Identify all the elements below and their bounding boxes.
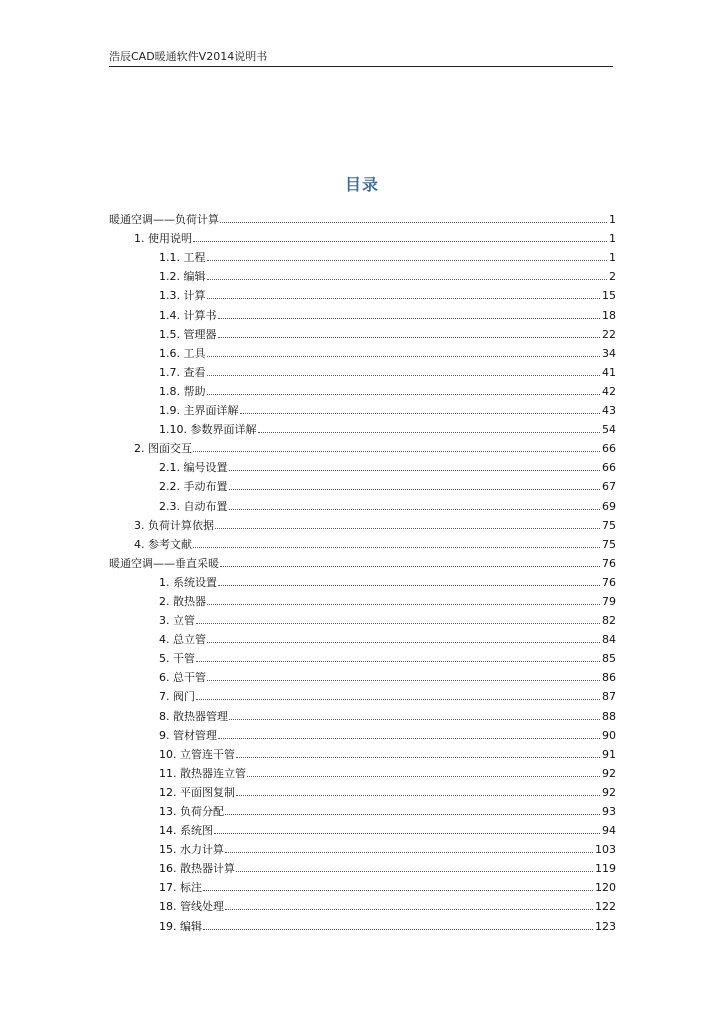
toc-entry-page: 69: [602, 499, 616, 513]
toc-entry-title: 暖通空调——负荷计算: [109, 213, 219, 227]
toc-entry[interactable]: [109, 322, 616, 341]
toc-entry[interactable]: [109, 742, 616, 761]
toc-entry[interactable]: [109, 913, 616, 932]
toc-entry[interactable]: [109, 513, 616, 532]
toc-entry[interactable]: [109, 723, 616, 742]
toc-entry-title: 17. 标注: [159, 881, 202, 895]
toc-entry-page: 41: [602, 365, 616, 379]
toc-entry[interactable]: [109, 761, 616, 780]
toc-entry-page: 34: [602, 346, 616, 360]
toc-entry-title: 4. 总立管: [159, 633, 206, 647]
toc-entry-title: 2.3. 自动布置: [159, 499, 228, 513]
toc-entry[interactable]: [109, 589, 616, 608]
toc-entry-title: 10. 立管连干管: [159, 747, 235, 761]
toc-entry[interactable]: [109, 684, 616, 703]
dot-leader: [229, 469, 601, 471]
toc-entry-page: 90: [602, 728, 616, 742]
dot-leader: [207, 297, 601, 299]
dot-leader: [196, 660, 600, 662]
dot-leader: [225, 851, 593, 853]
toc-entry-page: 88: [602, 709, 616, 723]
toc-entry[interactable]: [109, 780, 616, 799]
toc-entry-page: 75: [602, 537, 616, 551]
toc-entry[interactable]: [109, 360, 616, 379]
toc-entry-title: 12. 平面图复制: [159, 785, 235, 799]
toc-entry-page: 82: [602, 614, 616, 628]
dot-leader: [193, 450, 600, 452]
dot-leader: [207, 393, 601, 395]
toc-entry-page: 103: [595, 843, 616, 857]
toc-entry-page: 54: [602, 423, 616, 437]
toc-entry[interactable]: [109, 264, 616, 283]
dot-leader: [229, 718, 600, 720]
toc-entry[interactable]: [109, 570, 616, 589]
toc-entry[interactable]: [109, 532, 616, 551]
toc-entry-page: 92: [602, 766, 616, 780]
toc-entry[interactable]: [109, 608, 616, 627]
toc-entry-page: 76: [602, 575, 616, 589]
dot-leader: [215, 527, 600, 529]
dot-leader: [218, 317, 601, 319]
toc-entry-page: 1: [609, 213, 616, 227]
dot-leader: [218, 737, 600, 739]
toc-entry[interactable]: [109, 283, 616, 302]
toc-entry[interactable]: [109, 837, 616, 856]
toc-entry[interactable]: [109, 417, 616, 436]
toc-entry[interactable]: [109, 551, 616, 570]
toc-entry[interactable]: [109, 875, 616, 894]
toc-entry-title: 15. 水力计算: [159, 843, 224, 857]
dot-leader: [207, 641, 600, 643]
dot-leader: [203, 889, 593, 891]
toc-entry-title: 3. 负荷计算依据: [134, 518, 214, 532]
toc-entry-title: 1.2. 编辑: [159, 270, 206, 284]
toc-entry-page: 86: [602, 671, 616, 685]
toc-entry-page: 84: [602, 633, 616, 647]
dot-leader: [207, 603, 600, 605]
toc-entry[interactable]: [109, 665, 616, 684]
toc-entry-title: 1.1. 工程: [159, 251, 206, 265]
toc-entry-page: 122: [595, 900, 616, 914]
toc-entry-title: 1.5. 管理器: [159, 327, 217, 341]
dot-leader: [236, 870, 593, 872]
dot-leader: [218, 584, 600, 586]
dot-leader: [225, 908, 593, 910]
toc-entry-title: 9. 管材管理: [159, 728, 217, 742]
dot-leader: [207, 679, 600, 681]
dot-leader: [220, 565, 600, 567]
toc-entry[interactable]: [109, 436, 616, 455]
toc-entry-page: 67: [602, 480, 616, 494]
dot-leader: [196, 698, 600, 700]
toc-entry-title: 2. 图面交互: [134, 442, 192, 456]
toc-entry-page: 123: [595, 919, 616, 933]
toc-entry[interactable]: [109, 818, 616, 837]
toc-entry-page: 87: [602, 690, 616, 704]
toc-entry-page: 92: [602, 785, 616, 799]
toc-entry[interactable]: [109, 627, 616, 646]
toc-entry-title: 暖通空调——垂直采暖: [109, 556, 219, 570]
toc-entry-title: 5. 干管: [159, 652, 195, 666]
dot-leader: [229, 508, 601, 510]
toc-entry[interactable]: [109, 894, 616, 913]
toc-entry[interactable]: [109, 646, 616, 665]
toc-entry-title: 6. 总干管: [159, 671, 206, 685]
dot-leader: [225, 813, 600, 815]
dot-leader: [258, 431, 601, 433]
toc-entry-title: 18. 管线处理: [159, 900, 224, 914]
toc-entry[interactable]: [109, 455, 616, 474]
toc-entry-page: 91: [602, 747, 616, 761]
toc-entry-title: 1.10. 参数界面详解: [159, 423, 257, 437]
toc-entry-page: 76: [602, 556, 616, 570]
toc-entry-title: 16. 散热器计算: [159, 862, 235, 876]
toc-entry[interactable]: [109, 398, 616, 417]
dot-leader: [207, 374, 601, 376]
toc-entry[interactable]: [109, 799, 616, 818]
toc-entry-page: 15: [602, 289, 616, 303]
dot-leader: [196, 622, 600, 624]
toc-entry-title: 2. 散热器: [159, 594, 206, 608]
dot-leader: [207, 278, 608, 280]
toc-entry-title: 13. 负荷分配: [159, 805, 224, 818]
toc-entry[interactable]: [109, 245, 616, 264]
toc-entry-page: 93: [602, 805, 616, 818]
toc-entry-title: 1.6. 工具: [159, 346, 206, 360]
toc-entry-title: 11. 散热器连立管: [159, 766, 246, 780]
dot-leader: [193, 240, 607, 242]
toc-entry-title: 1.9. 主界面详解: [159, 404, 239, 418]
toc-entry-title: 3. 立管: [159, 614, 195, 628]
toc-entry-page: 1: [609, 232, 616, 246]
toc-entry-title: 19. 编辑: [159, 919, 202, 933]
toc-entry-page: 94: [602, 824, 616, 838]
toc-entry-title: 1.8. 帮助: [159, 384, 206, 398]
toc-entry[interactable]: [109, 703, 616, 722]
dot-leader: [203, 928, 593, 930]
dot-leader: [247, 775, 600, 777]
toc-entry-title: 1.7. 查看: [159, 365, 206, 379]
dot-leader: [207, 259, 608, 261]
toc-entry-page: 43: [602, 404, 616, 418]
toc-entry-page: 85: [602, 652, 616, 666]
toc-entry[interactable]: [109, 474, 616, 493]
toc-entry-title: 1. 使用说明: [134, 232, 192, 246]
toc-entry-page: 1: [609, 251, 616, 265]
toc-entry-title: 14. 系统图: [159, 824, 213, 838]
toc-entry[interactable]: [109, 856, 616, 875]
toc-title: 目录: [344, 175, 379, 194]
toc-entry[interactable]: [109, 341, 616, 360]
toc-entry-title: 8. 散热器管理: [159, 709, 228, 723]
dot-leader: [240, 412, 601, 414]
toc-entry[interactable]: [109, 207, 616, 226]
dot-leader: [229, 488, 601, 490]
toc-entry[interactable]: [109, 493, 616, 512]
table-of-contents: [109, 207, 616, 933]
toc-entry-page: 79: [602, 594, 616, 608]
dot-leader: [207, 355, 601, 357]
toc-entry-page: 66: [602, 442, 616, 456]
toc-entry-title: 2.1. 编号设置: [159, 461, 228, 475]
toc-entry-page: 42: [602, 384, 616, 398]
toc-entry-title: 7. 阀门: [159, 690, 195, 704]
toc-entry-page: 22: [602, 327, 616, 341]
toc-entry-title: 1.4. 计算书: [159, 308, 217, 322]
page-header: 浩辰CAD暖通软件V2014说明书: [109, 50, 613, 67]
toc-entry-title: 1.3. 计算: [159, 289, 206, 303]
toc-entry-page: 119: [595, 862, 616, 876]
toc-entry[interactable]: [109, 226, 616, 245]
dot-leader: [214, 832, 600, 834]
toc-entry-page: 66: [602, 461, 616, 475]
toc-entry[interactable]: [109, 379, 616, 398]
toc-entry-title: 4. 参考文献: [134, 537, 192, 551]
toc-entry-page: 18: [602, 308, 616, 322]
dot-leader: [236, 756, 600, 758]
toc-entry-page: 2: [609, 270, 616, 284]
toc-entry[interactable]: [109, 302, 616, 321]
toc-entry-page: 120: [595, 881, 616, 895]
dot-leader: [220, 221, 607, 223]
toc-entry-title: 1. 系统设置: [159, 575, 217, 589]
toc-entry-title: 2.2. 手动布置: [159, 480, 228, 494]
dot-leader: [193, 546, 600, 548]
dot-leader: [236, 794, 600, 796]
dot-leader: [218, 336, 601, 338]
toc-entry-page: 75: [602, 518, 616, 532]
